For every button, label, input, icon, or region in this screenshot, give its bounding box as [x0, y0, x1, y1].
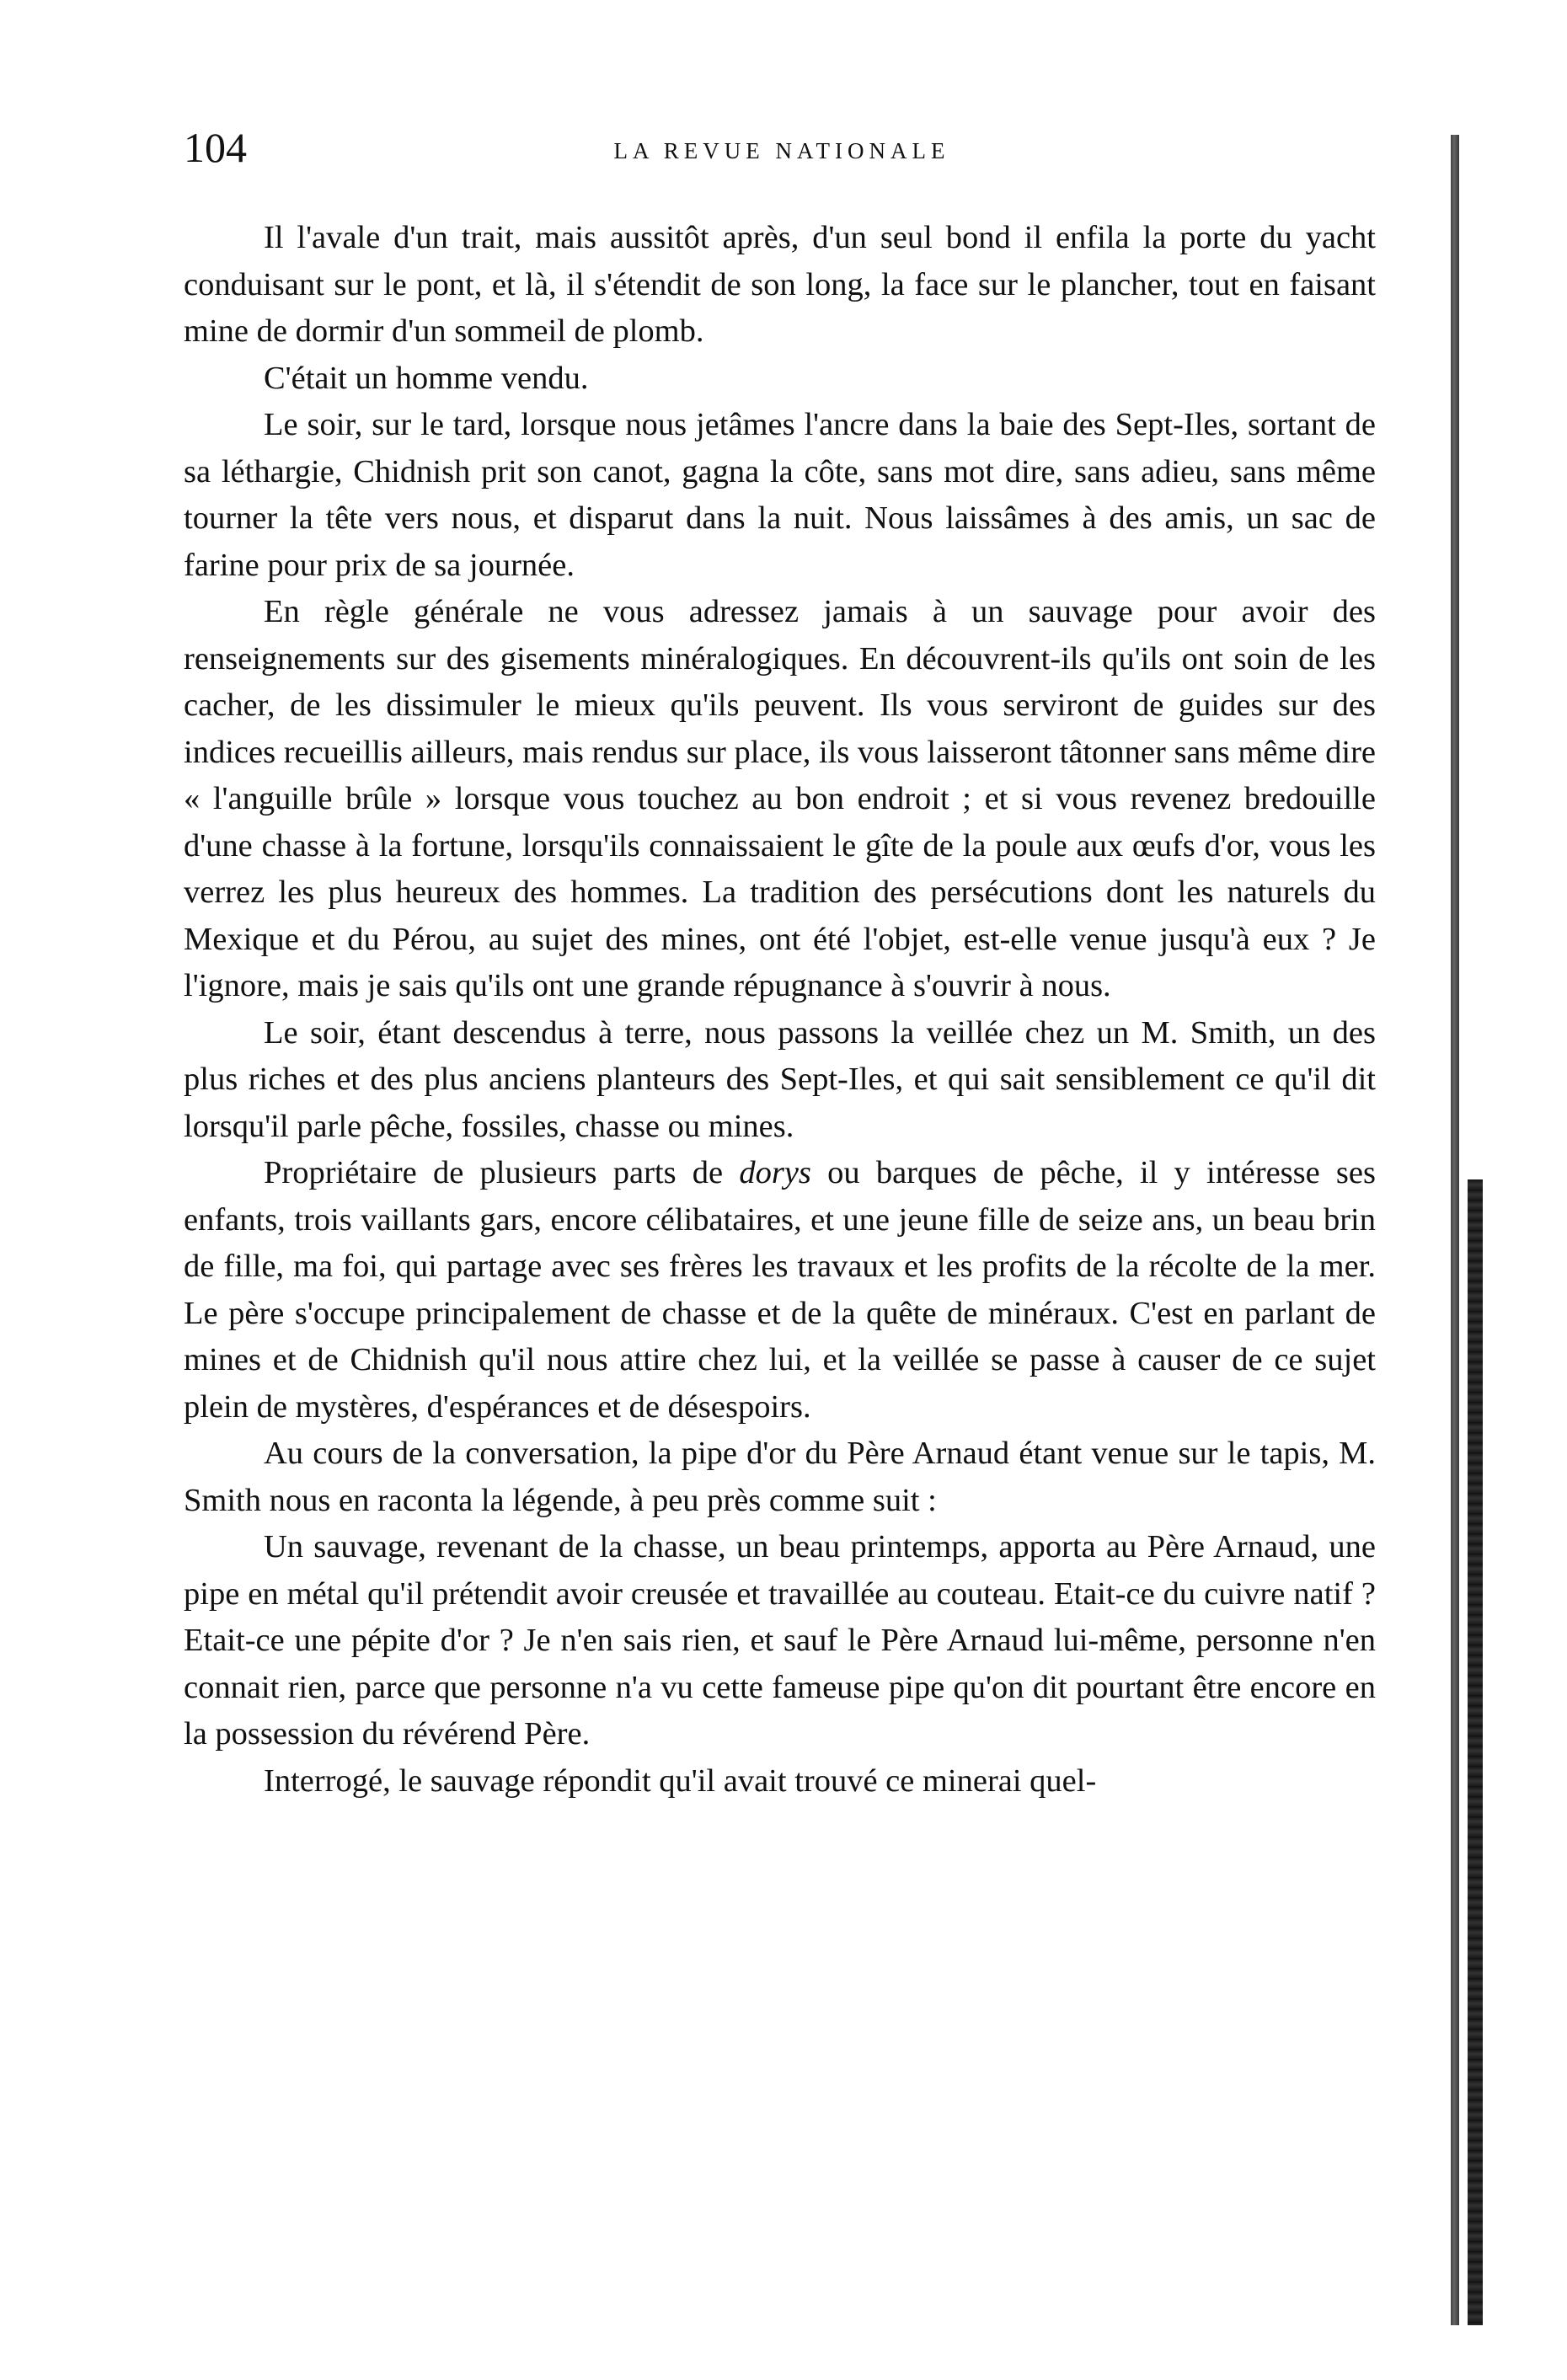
paragraph-6-rest: ou barques de pêche, il y intéresse ses enfants, trois vaillants gars, encore célibataires, et une jeune fille de seize ans, un beau brin de fille, ma foi, qui partage avec ses frères les travaux et les profits de la récolte de la mer. Le père s'occupe principalement de chasse et de la quête de minéraux. C'est en parlant de mines et de Chidnish qu'il nous attire chez lui, et la veillée se passe à causer de ce sujet plein de mystères, d'espérances et de désespoirs. — [184, 1155, 1376, 1425]
italic-word-dorys: dorys — [739, 1155, 811, 1190]
paragraph-6-start: Propriétaire de plusieurs parts de — [264, 1155, 740, 1190]
page-number: 104 — [184, 124, 247, 171]
paragraph-4: En règle générale ne vous adressez jamais à un sauvage pour avoir des renseignements sur des gisements minéralogiques. En découvrent-ils qu'ils ont soin de les cacher, de les dissimuler le mieux qu'ils peuvent. Ils vous serviront de guides sur des indices recueillis ailleurs, mais rendus sur place, ils vous laisseront tâtonner sans même dire « l'anguille brûle » lorsque vous touchez au bon endroit ; et si vous revenez bredouille d'une chasse à la fortune, lorsqu'ils connaissaient le gîte de la poule aux œufs d'or, vous les verrez les plus heureux des hommes. La tradition des persécutions dont les naturels du Mexique et du Pérou, au sujet des mines, ont été l'objet, est-elle venue jusqu'à eux ? Je l'ignore, mais je sais qu'ils ont une grande répugnance à s'ouvrir à nous. — [184, 594, 1376, 1003]
paragraph-6 — [184, 1150, 1376, 1431]
paragraph-3: Le soir, sur le tard, lorsque nous jetâmes l'ancre dans la baie des Sept-Iles, sortant de sa léthargie, Chidnish prit son canot, gagna la côte, sans mot dire, sans adieu, sans même tourner la tête vers nous, et disparut dans la nuit. Nous laissâmes à des amis, un sac de farine pour prix de sa journée. — [184, 407, 1376, 583]
paragraph-7: Au cours de la conversation, la pipe d'or du Père Arnaud étant venue sur le tapis, M. Smith nous en raconta la légende, à peu près comme suit : — [184, 1436, 1376, 1518]
paragraph-5: Le soir, étant descendus à terre, nous passons la veillée chez un M. Smith, un des plus riches et des plus anciens planteurs des Sept-Iles, et qui sait sensiblement ce qu'il dit lorsqu'il parle pêche, fossiles, chasse ou mines. — [184, 1014, 1376, 1144]
paragraph-9: Interrogé, le sauvage répondit qu'il avait trouvé ce minerai quel- — [264, 1762, 1097, 1799]
paragraph-2: C'était un homme vendu. — [264, 360, 589, 396]
paragraph-8: Un sauvage, revenant de la chasse, un beau printemps, apporta au Père Arnaud, une pipe en métal qu'il prétendit avoir creusée et travaillée au couteau. Etait-ce du cuivre natif ? Etait-ce une pépite d'or ? Je n'en sais rien, et sauf le Père Arnaud lui-même, personne n'en connait rien, parce que personne n'a vu cette fameuse pipe qu'on dit pourtant être encore en la possession du révérend Père. — [184, 1529, 1376, 1752]
page-edge-shadow — [1451, 135, 1459, 2325]
paragraph-1: Il l'avale d'un trait, mais aussitôt après, d'un seul bond il enfila la porte du yacht conduisant sur le pont, et là, il s'étendit de son long, la face sur le plancher, tout en faisant mine de dormir d'un sommeil de plomb. — [184, 220, 1376, 349]
running-title: LA REVUE NATIONALE — [613, 138, 950, 163]
body-text — [184, 215, 1376, 1805]
page-header — [184, 122, 1380, 181]
binding-edge — [1468, 1179, 1483, 2325]
